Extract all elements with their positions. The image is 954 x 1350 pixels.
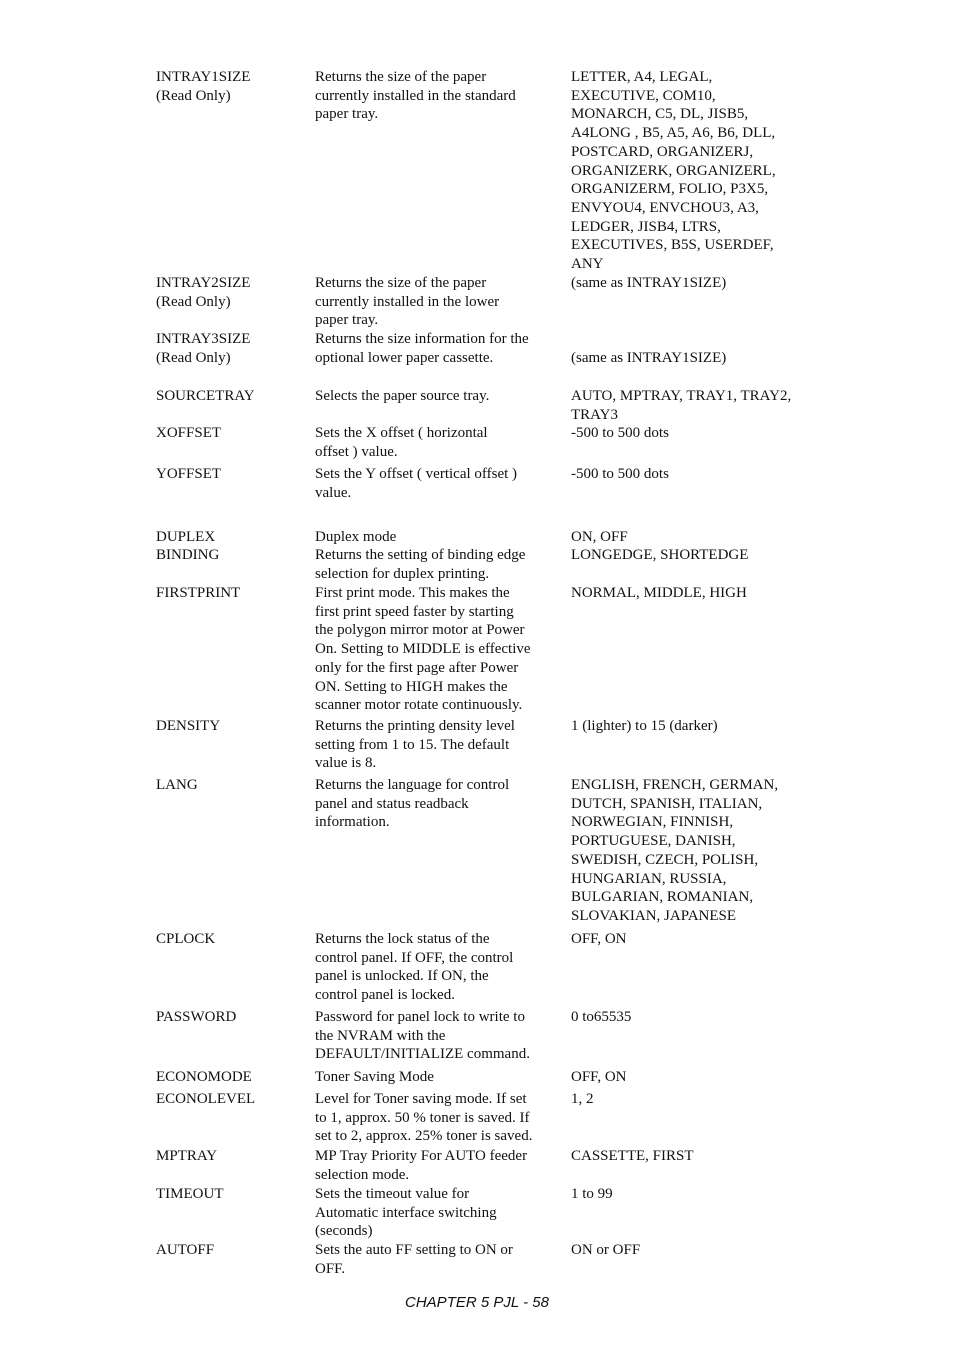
parameter-description: Returns the size information for the optional lower paper cassette. [315, 331, 529, 366]
parameter-name: ECONOMODE [156, 1069, 252, 1085]
parameter-values: -500 to 500 dots [571, 425, 669, 441]
parameter-name: BINDING [156, 547, 220, 563]
parameter-values: LETTER, A4, LEGAL, EXECUTIVE, COM10, MONARCH, C5, DL, JISB5, A4LONG , B5, A5, A6, B6, DLL, POSTCARD, ORGANIZERJ, ORGANIZERK, ORGANIZERL, ORGANIZERM, FOLIO, P3X5, ENVYOU4, ENVCHOU3, A3, LEDGER, JISB4, LTRS, EXECUTIVES, B5S, USERDEF, ANY [571, 69, 776, 273]
parameter-description: Sets the X offset ( horizontal offset ) value. [315, 425, 488, 460]
parameter-values: OFF, ON [571, 931, 627, 947]
page-footer: CHAPTER 5 PJL - 58 [405, 1294, 549, 1311]
parameter-name: DENSITY [156, 718, 221, 734]
parameter-name: INTRAY2SIZE (Read Only) [156, 275, 251, 310]
parameter-description: Duplex mode [315, 529, 397, 545]
parameter-description: Sets the auto FF setting to ON or OFF. [315, 1242, 513, 1277]
parameter-values: 1 to 99 [571, 1186, 613, 1202]
parameter-name: PASSWORD [156, 1009, 237, 1025]
parameter-name: INTRAY1SIZE (Read Only) [156, 69, 251, 104]
parameter-description: Sets the Y offset ( vertical offset ) value. [315, 466, 518, 501]
parameter-values: CASSETTE, FIRST [571, 1148, 694, 1164]
parameter-name: XOFFSET [156, 425, 222, 441]
parameter-name: DUPLEX [156, 529, 216, 545]
parameter-description: Returns the language for control panel and status readback information. [315, 777, 510, 831]
parameter-description: Returns the lock status of the control panel. If OFF, the control panel is unlocked. If ON, the control panel is locked. [315, 931, 514, 1004]
parameter-description: Returns the size of the paper currently installed in the standard paper tray. [315, 69, 516, 123]
parameter-values: ON, OFF [571, 529, 628, 545]
parameter-description: Selects the paper source tray. [315, 388, 490, 404]
parameter-name: CPLOCK [156, 931, 216, 947]
parameter-values: -500 to 500 dots [571, 466, 669, 482]
parameter-values: (same as INTRAY1SIZE) [571, 275, 727, 291]
parameter-description: Password for panel lock to write to the NVRAM with the DEFAULT/INITIALIZE command. [315, 1009, 530, 1063]
parameter-name: ECONOLEVEL [156, 1091, 256, 1107]
parameter-values: ON or OFF [571, 1242, 641, 1258]
parameter-name: TIMEOUT [156, 1186, 224, 1202]
parameter-description: Toner Saving Mode [315, 1069, 434, 1085]
parameter-values: 1 (lighter) to 15 (darker) [571, 718, 718, 734]
parameter-name: FIRSTPRINT [156, 585, 241, 601]
parameter-description: Level for Toner saving mode. If set to 1, approx. 50 % toner is saved. If set to 2, approx. 25% toner is saved. [315, 1091, 533, 1145]
parameter-values: OFF, ON [571, 1069, 627, 1085]
parameter-description: Sets the timeout value for Automatic interface switching (seconds) [315, 1186, 497, 1240]
parameter-values: LONGEDGE, SHORTEDGE [571, 547, 749, 563]
parameter-description: Returns the size of the paper currently installed in the lower paper tray. [315, 275, 500, 329]
parameter-description: First print mode. This makes the first print speed faster by starting the polygon mirror motor at Power On. Setting to MIDDLE is effective only for the first page after Power ON. Setting to HIGH makes the scanner motor rotate continuously. [315, 585, 531, 714]
parameter-description: Returns the printing density level setting from 1 to 15. The default value is 8. [315, 718, 515, 772]
parameter-values: 0 to65535 [571, 1009, 632, 1025]
parameter-values: AUTO, MPTRAY, TRAY1, TRAY2, TRAY3 [571, 388, 792, 423]
parameter-name: LANG [156, 777, 198, 793]
parameter-values: 1, 2 [571, 1091, 594, 1107]
parameter-values: NORMAL, MIDDLE, HIGH [571, 585, 747, 601]
parameter-name: YOFFSET [156, 466, 222, 482]
parameter-name: AUTOFF [156, 1242, 215, 1258]
parameter-name: SOURCETRAY [156, 388, 255, 404]
parameter-description: MP Tray Priority For AUTO feeder selection mode. [315, 1148, 528, 1183]
parameter-name: INTRAY3SIZE (Read Only) [156, 331, 251, 366]
parameter-values: ENGLISH, FRENCH, GERMAN, DUTCH, SPANISH, ITALIAN, NORWEGIAN, FINNISH, PORTUGUESE, DANISH, SWEDISH, CZECH, POLISH, HUNGARIAN, RUSSIA, BULGARIAN, ROMANIAN, SLOVAKIAN, JAPANESE [571, 777, 779, 924]
parameter-name: MPTRAY [156, 1148, 218, 1164]
parameter-values: (same as INTRAY1SIZE) [571, 349, 727, 366]
parameter-description: Returns the setting of binding edge selection for duplex printing. [315, 547, 526, 582]
